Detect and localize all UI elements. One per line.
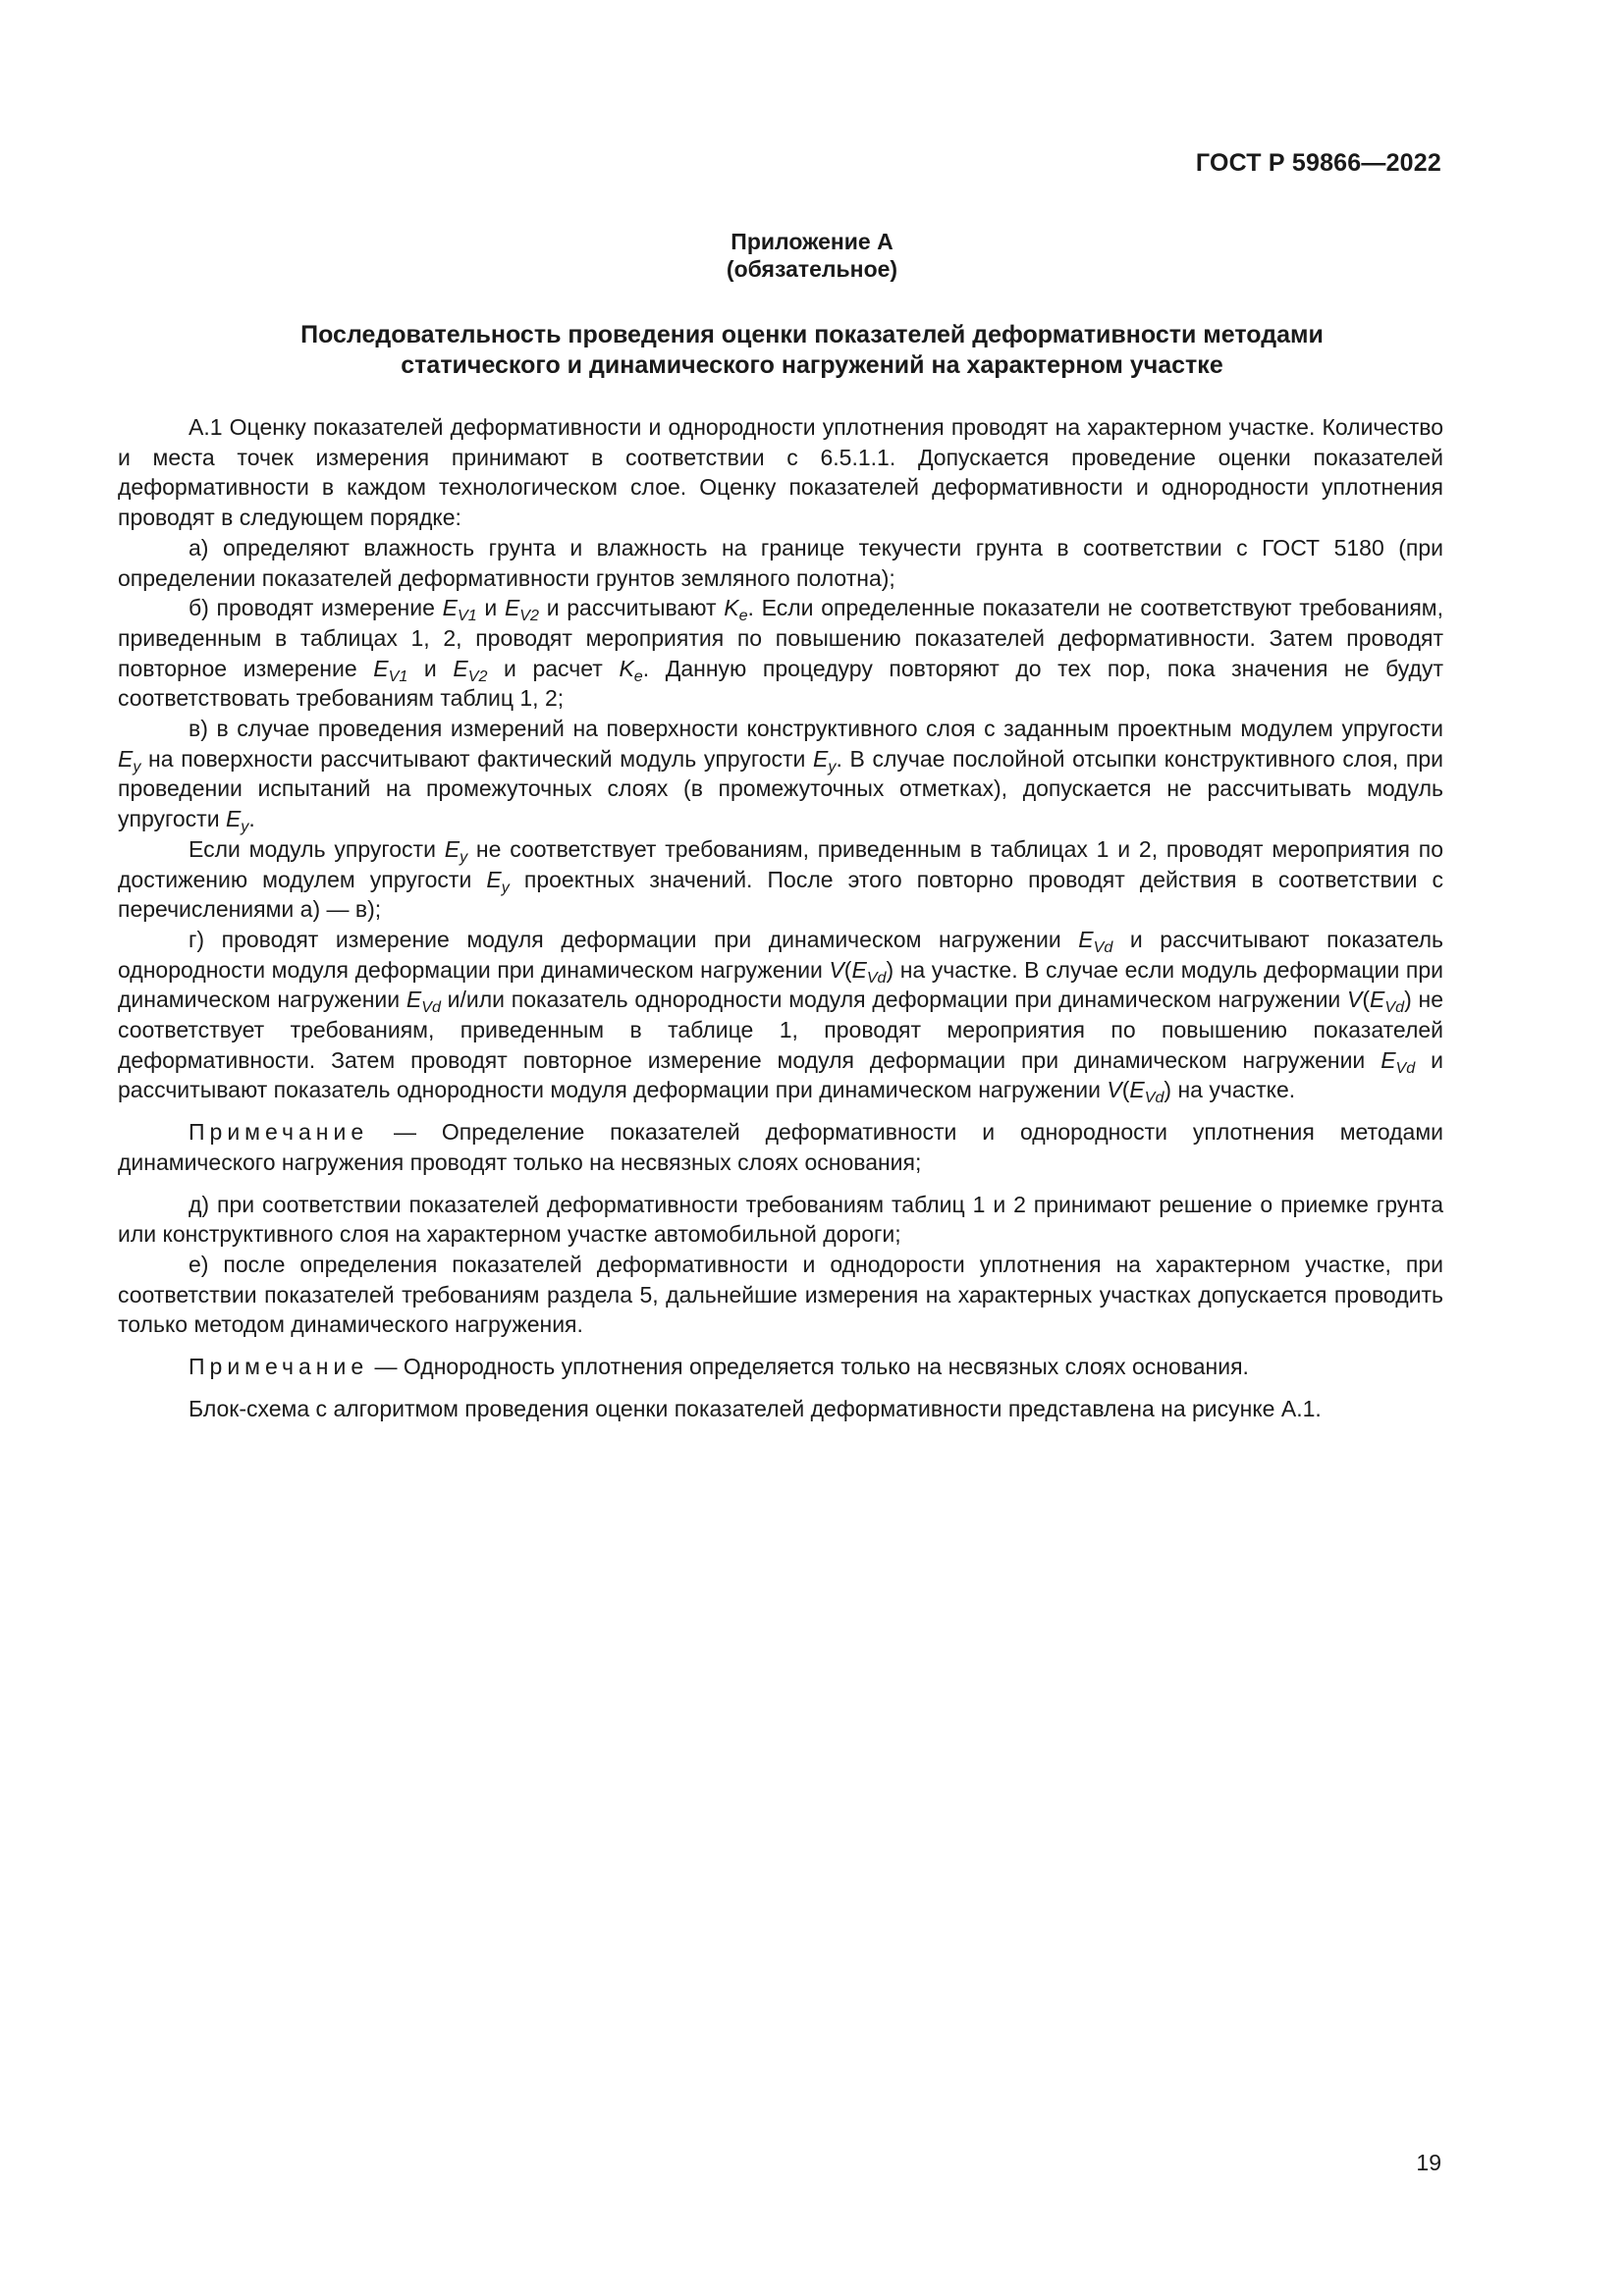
document-body [118, 412, 1443, 1424]
note-2: Примечание — Однородность уплотнения определяется только на несвязных слоях основания. [189, 1354, 1249, 1380]
paragraph-v: в) в случае проведения измерений на поверхности конструктивного слоя с заданным проектным модулем упругости $E_y$ на поверхности рассчитывают фактический модуль упругости $E_y$. В случае послойной отсыпки конструктивного слоя, при проведении испытаний на промежуточных слоях (в промежуточных отметках), допускается не рассчитывать модуль упругости $E_y$. [118, 716, 1443, 836]
page-number: 19 [1416, 2150, 1441, 2175]
section-title-line-1: Последовательность проведения оценки показателей деформативности методами [300, 321, 1324, 348]
note-1: Примечание — Определение показателей деформативности и однородности уплотнения методами динамического нагружения проводят только на несвязных слоях основания; [118, 1119, 1443, 1175]
paragraph-a: а) определяют влажность грунта и влажность на границе текучести грунта в соответствии с ГОСТ 5180 (при определении показателей деформативности грунтов земляного полотна); [118, 534, 1443, 591]
paragraph-d: д) при соответствии показателей деформативности требованиям таблиц 1 и 2 принимают решение о приемке грунта или конструктивного слоя на характерном участке автомобильной дороги; [118, 1191, 1443, 1248]
paragraph-final: Блок-схема с алгоритмом проведения оценки показателей деформативности представлена на рисунке А.1. [189, 1395, 1322, 1421]
section-title-line-2: статического и динамического нагружений на характерном участке [401, 351, 1223, 379]
paragraph-b: б) проводят измерение $E_{V1}$ и $E_{V2}$ и рассчитывают $K_e$. Если определенные показатели не соответствуют требованиям, приведенным в таблицах 1, 2, проводят мероприятия по повышению показателей деформативности. Затем проводят повторное измерение $E_{V1}$ и $E_{V2}$ и расчет $K_e$. Данную процедуру повторяют до тех пор, пока значения не будут соответствовать требованиям таблиц 1, 2; [118, 595, 1443, 712]
document-code: ГОСТ Р 59866—2022 [1195, 149, 1441, 177]
note-label: Примечание [189, 1119, 369, 1146]
paragraph-g: г) проводят измерение модуля деформации при динамическом нагружении $E_{Vd}$ и рассчитывают показатель однородности модуля деформации при динамическом нагружении $V(E_{Vd})$ на участке. В случае если модуль деформации при динамическом нагружении $E_{Vd}$ и/или показатель однородности модуля деформации при динамическом нагружении $V(E_{Vd})$ не соответствует требованиям, приведенным в таблице 1, проводят мероприятия по повышению показателей деформативности. Затем проводят повторное измерение модуля деформации при динамическом нагружении $E_{Vd}$ и рассчитывают показатель однородности модуля деформации при динамическом нагружении $V(E_{Vd})$ на участке. [118, 926, 1444, 1107]
appendix-label: Приложение А [731, 229, 893, 254]
paragraph-e: е) после определения показателей деформативности и однодороcти уплотнения на характерном участке, при соответствии показателей требованиям раздела 5, дальнейшие измерения на характерных участках допускается проводить только методом динамического нагружения. [118, 1251, 1443, 1338]
paragraph-a1: А.1 Оценку показателей деформативности и однородности уплотнения проводят на характерном участке. Количество и места точек измерения принимают в соответствии с 6.5.1.1. Допускается проведение оценки показателей деформативности в каждом технологическом слое. Оценку показателей деформативности и однородности уплотнения проводят в следующем порядке: [118, 414, 1443, 531]
note-label: Примечание [189, 1354, 369, 1380]
appendix-status: (обязательное) [726, 256, 898, 282]
paragraph-v-continued: Если модуль упругости $E_y$ не соответствует требованиям, приведенным в таблицах 1 и 2, проводят мероприятия по достижению модулем упругости $E_y$ проектных значений. После этого повторно проводят действия в соответствии с перечислениями а) — в); [118, 835, 1444, 923]
appendix-heading [0, 228, 1624, 283]
section-title [0, 320, 1624, 381]
